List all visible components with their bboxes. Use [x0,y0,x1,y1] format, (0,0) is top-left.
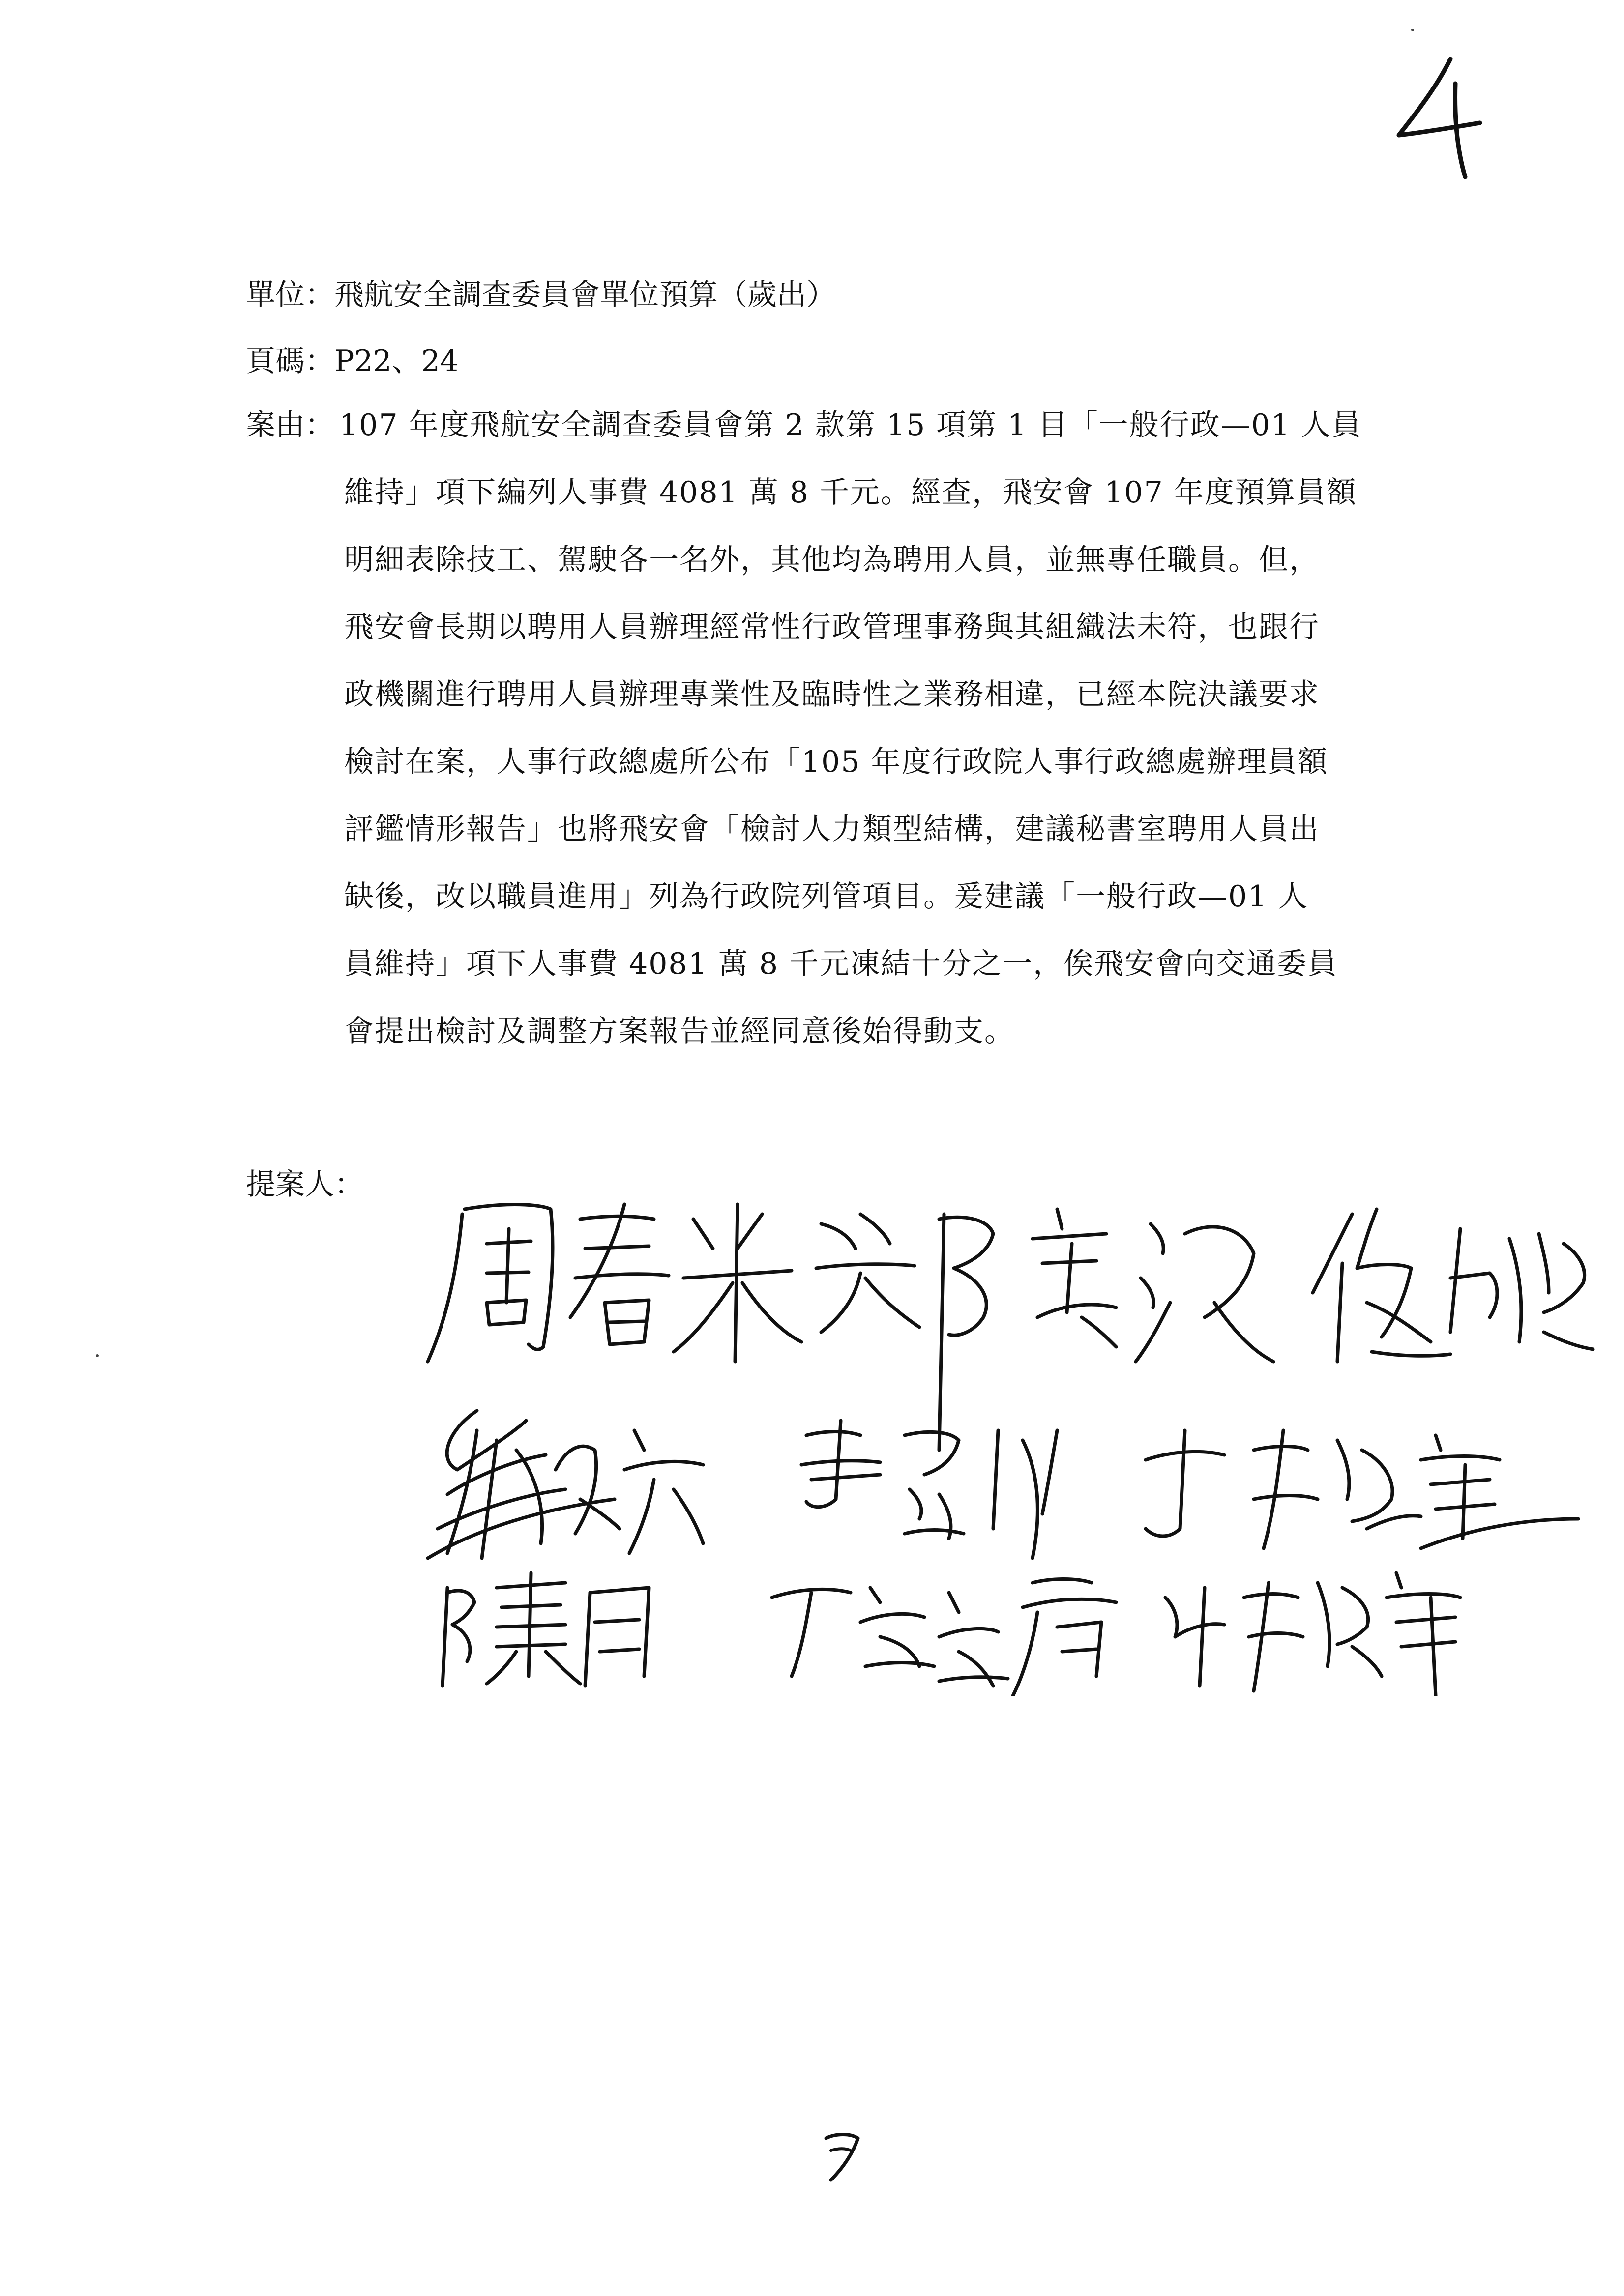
signature [428,1204,801,1362]
handwritten-page-number-bottom [821,2128,865,2182]
reason-line: 缺後，改以職員進用」列為行政院列管項目。爰建議「一般行政—01 人 [344,879,1309,914]
signature [1165,1573,1460,1696]
reason-line: 政機關進行聘用人員辦理專業性及臨時性之業務相違，已經本院決議要求 [344,677,1320,712]
signature [816,1209,1273,1450]
reason-line: 維持」項下編列人事費 4081 萬 8 千元。經查，飛安會 107 年度預算員額 [344,475,1357,510]
pages-value: P22、24 [334,344,459,378]
signature [772,1579,1116,1696]
reason-line: 檢討在案，人事行政總處所公布「105 年度行政院人事行政總處辦理員額 [344,745,1329,779]
reason-line: 評鑑情形報告」也將飛安會「檢討人力類型結構，建議秘書室聘用人員出 [344,812,1320,846]
reason-line: 107 年度飛航安全調查委員會第 2 款第 15 項第 1 目「一般行政—01 人員 [339,408,1362,442]
reason-line: 員維持」項下人事費 4081 萬 8 千元凍結十分之一，俟飛安會向交通委員 [344,947,1338,981]
signature [428,1411,703,1558]
signature [443,1573,649,1686]
reason-line: 明細表除技工、駕駛各一名外，其他均為聘用人員，並無專任職員。但， [344,543,1320,577]
pages-label: 頁碼： [246,344,334,378]
reason-line: 飛安會長期以聘用人員辦理經常性行政管理事務與其組織法未符，也跟行 [344,610,1320,644]
unit-value: 飛航安全調查委員會單位預算（歲出） [334,278,836,312]
handwritten-page-number-top [1391,54,1485,182]
handwritten-signatures [418,1155,1598,1696]
signature [1313,1209,1593,1362]
pages-row [246,339,459,383]
signature [1146,1430,1578,1548]
scan-speck [96,1354,99,1357]
unit-row [246,273,836,317]
unit-label: 單位： [246,278,334,312]
signature [801,1421,1057,1558]
scan-speck [1411,29,1414,31]
reason-line: 會提出檢討及調整方案報告並經同意後始得動支。 [344,1014,1015,1048]
proposer-label: 提案人： [246,1167,364,1202]
reason-label: 案由： [246,408,334,442]
